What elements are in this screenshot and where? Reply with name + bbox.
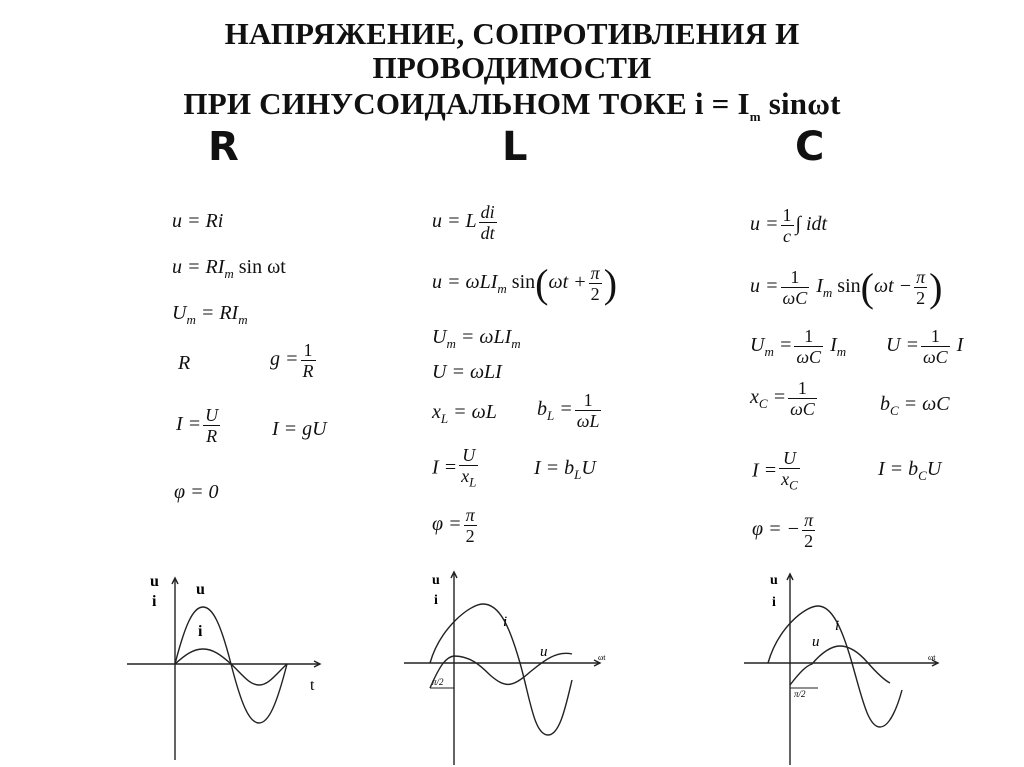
title-line-3-sub: m [749, 109, 761, 125]
l-f2-paren-close: ) [603, 261, 618, 306]
graph-c-label-i: i [835, 618, 840, 634]
r-f2-end: sin ωt [233, 256, 286, 278]
c-f2-mid: I [811, 275, 823, 298]
c-f5-den: ωC [790, 399, 815, 419]
c-f1-end: ∫ idt [795, 213, 828, 236]
l-f3-mid: = ωLI [455, 326, 512, 348]
c-f9-text: φ = − [752, 518, 801, 541]
r-f6-den: R [206, 426, 218, 446]
l-f1-text: u = L [432, 210, 477, 233]
l-f5-sub: L [440, 411, 449, 426]
title-line-3-text: ПРИ СИНУСОИДАЛЬНОМ ТОКЕ i = I [183, 86, 750, 121]
c-f5-eq: = [767, 386, 787, 409]
l-f6-sub: L [547, 408, 555, 424]
graph-l-label-u: u [540, 644, 548, 660]
title-line-2: ПРОВОДИМОСТИ [372, 50, 652, 85]
r-f3-text: U [172, 302, 187, 324]
l-f2-num: π [590, 263, 600, 283]
l-f8-text: I = b [534, 457, 575, 479]
l-formula-rms: U = ωLI [432, 361, 502, 383]
r-formula-phase: φ = 0 [174, 481, 219, 503]
c-f2-sin: sin [832, 275, 861, 298]
r-formula-current-g: I = gU [272, 418, 327, 440]
c-f6-sub: C [890, 403, 899, 418]
c-f2-den2: 2 [916, 288, 926, 308]
c-f2-text: u = [750, 275, 779, 298]
c-f2-num: 1 [781, 267, 810, 288]
graph-r-label-i: i [198, 623, 203, 640]
l-f7-den: x [461, 466, 470, 486]
l-f7-num: U [459, 445, 478, 466]
l-f7-den-sub: L [469, 474, 477, 490]
c-f9-num: π [804, 510, 814, 530]
c-f8-text: I = b [878, 458, 919, 480]
graph-l-label-shift: π/2 [432, 677, 444, 687]
c-f3-sub: m [764, 344, 774, 360]
c-f7-text: I = [752, 459, 778, 482]
c-f3-den: ωC [796, 347, 822, 367]
c-f7-den-sub: C [789, 477, 798, 493]
c-f7-den: x [781, 469, 790, 489]
title-line-3-end: sinωt [760, 86, 841, 121]
c-f5-sub: C [758, 396, 768, 412]
l-f6-num: 1 [575, 390, 602, 411]
r-f5-den: R [302, 361, 314, 381]
l-f1-den: dt [480, 223, 495, 243]
l-f5-end: = ωL [448, 401, 497, 423]
c-f4-num: 1 [921, 326, 950, 347]
graph-r-curve-i [175, 649, 287, 685]
l-f6-text: b [537, 398, 547, 421]
graph-c-label-i-axis: i [772, 595, 776, 610]
c-f3-text: U [750, 334, 765, 357]
graph-l-curve-u [430, 653, 572, 688]
graph-r-label-u-axis: u [150, 573, 159, 590]
l-f2-paren-open: ( [535, 261, 549, 306]
c-f3-end: I [825, 334, 837, 357]
r-f3-sub2: m [238, 312, 248, 327]
c-f5-text: x [750, 386, 759, 409]
graph-c-label-shift: π/2 [794, 689, 806, 699]
l-f2-den: 2 [590, 284, 600, 304]
c-f4-text: U = [886, 334, 919, 357]
l-f9-den: 2 [465, 526, 475, 546]
r-f2-text: u = RI [172, 256, 225, 278]
c-f3-num: 1 [794, 326, 823, 347]
l-f6-eq: = [554, 398, 573, 421]
graph-c-curve-u [790, 646, 890, 685]
graph-r-curve-u [175, 607, 287, 723]
l-f2-mid: sin [506, 271, 536, 294]
title-line-1: НАПРЯЖЕНИЕ, СОПРОТИВЛЕНИЯ И [224, 16, 800, 51]
l-f2-text: u = ωLI [432, 271, 498, 294]
graph-r-label-t: t [310, 677, 315, 694]
graph-l-curve-i [430, 604, 572, 735]
r-f6-num: U [205, 405, 219, 425]
graph-r-label-u: u [196, 581, 205, 598]
c-f2-den: ωC [782, 288, 808, 308]
graph-r-label-i-axis: i [152, 593, 157, 610]
c-f6-end: = ωC [898, 393, 950, 415]
l-f3-sub2: m [511, 336, 521, 351]
c-f2-inner: ωt − [873, 275, 913, 298]
c-f9-den: 2 [804, 531, 814, 551]
c-f3-eq: = [773, 334, 793, 357]
graph-l-label-i: i [503, 614, 508, 630]
c-f4-end: I [951, 334, 964, 357]
l-f6-den: ωL [576, 411, 600, 431]
c-f5-num: 1 [788, 378, 817, 399]
graph-c-label-wt: ωt [928, 653, 936, 662]
c-f3-sub2: m [836, 344, 847, 360]
l-f1-num: di [480, 202, 495, 222]
r-f6-text: I = [176, 413, 202, 436]
c-f2-paren-open: ( [860, 265, 874, 310]
l-f8-sub: L [574, 467, 582, 482]
c-f8-sub: C [918, 468, 927, 483]
r-f5-text: g = [270, 348, 299, 371]
c-f1-den: c [783, 226, 791, 246]
l-f7-text: I = [432, 456, 458, 479]
column-header-c: C [795, 124, 825, 170]
graph-l-label-i-axis: i [434, 593, 438, 608]
r-f3-sub: m [186, 312, 196, 327]
c-f1-num: 1 [782, 205, 792, 225]
l-f3-sub: m [446, 336, 456, 351]
column-header-r: R [208, 124, 239, 170]
graph-l-label-u-axis: u [432, 573, 440, 588]
c-f2-num2: π [916, 267, 926, 287]
r-formula-resistance: R [178, 352, 191, 374]
c-f2-paren-close: ) [929, 265, 943, 310]
r-f3-mid: = RI [195, 302, 239, 324]
c-f2-sub: m [822, 285, 833, 301]
c-f6-text: b [880, 393, 890, 415]
l-f8-end: U [581, 457, 596, 479]
c-f1-text: u = [750, 213, 779, 236]
l-f3-text: U [432, 326, 447, 348]
graph-c-label-u: u [812, 634, 820, 650]
r-f5-num: 1 [301, 340, 316, 361]
r-f2-sub: m [224, 266, 234, 281]
l-f2-inner: ωt + [548, 271, 587, 294]
c-f7-num: U [779, 448, 800, 469]
c-f4-den: ωC [922, 347, 948, 367]
r-formula-ohm: u = Ri [172, 210, 224, 232]
column-header-l: L [502, 124, 528, 170]
l-f2-sub: m [497, 281, 507, 297]
l-f9-num: π [465, 505, 475, 525]
l-f9-text: φ = [432, 513, 462, 536]
graph-l-label-wt: ωt [598, 653, 606, 662]
graph-c-label-u-axis: u [770, 573, 778, 588]
l-f5-text: x [432, 401, 441, 423]
c-f8-end: U [926, 458, 942, 480]
